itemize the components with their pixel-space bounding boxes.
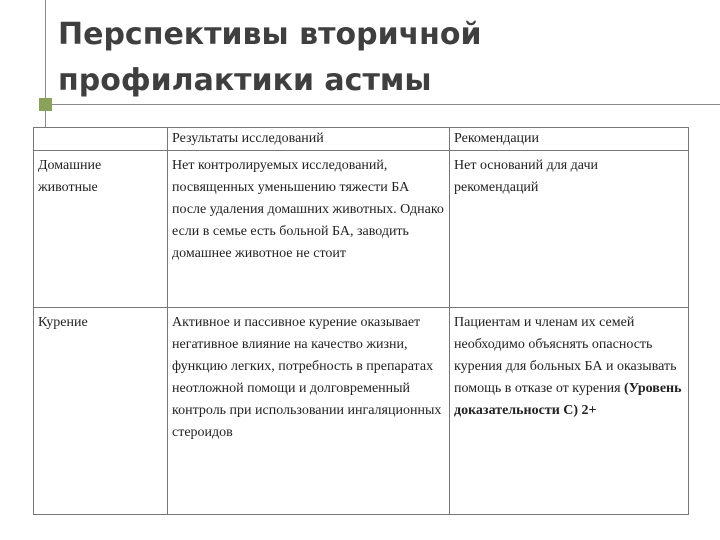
- cell-factor: Курение: [34, 308, 168, 515]
- cell-results: Нет контролируемых исследований, посвященных уменьшению тяжести БА после удаления домашних животных. Однако если в семье есть больной БА, заводить домашнее животное не стоит: [168, 151, 450, 308]
- table-header-row: [34, 128, 689, 151]
- header-factor: [34, 128, 168, 151]
- cell-recommendation: Нет оснований для дачи рекомендаций: [450, 151, 689, 308]
- accent-square: [39, 98, 52, 111]
- table-row: [34, 151, 689, 308]
- header-results: Результаты исследований: [168, 128, 450, 151]
- cell-factor: Домашние животные: [34, 151, 168, 308]
- cell-recommendation: [450, 308, 689, 515]
- recommendation-text: Пациентам и членам их семей необходимо объяснять опасность курения для больных БА и оказывать помощь в отказе от курения: [454, 315, 677, 396]
- decorative-horizontal-rule: [51, 104, 720, 105]
- evidence-level: (Уровень доказательности С) 2+: [454, 381, 682, 418]
- cell-results: Активное и пассивное курение оказывает негативное влияние на качество жизни, функцию легких, потребность в препаратах неотложной помощи и долговременный контроль при использовании ингаляционных стероидов: [168, 308, 450, 515]
- evidence-table: [33, 127, 689, 515]
- table-row: [34, 308, 689, 515]
- slide-title: Перспективы вторичной профилактики астмы: [58, 17, 482, 98]
- header-recommendations: Рекомендации: [450, 128, 689, 151]
